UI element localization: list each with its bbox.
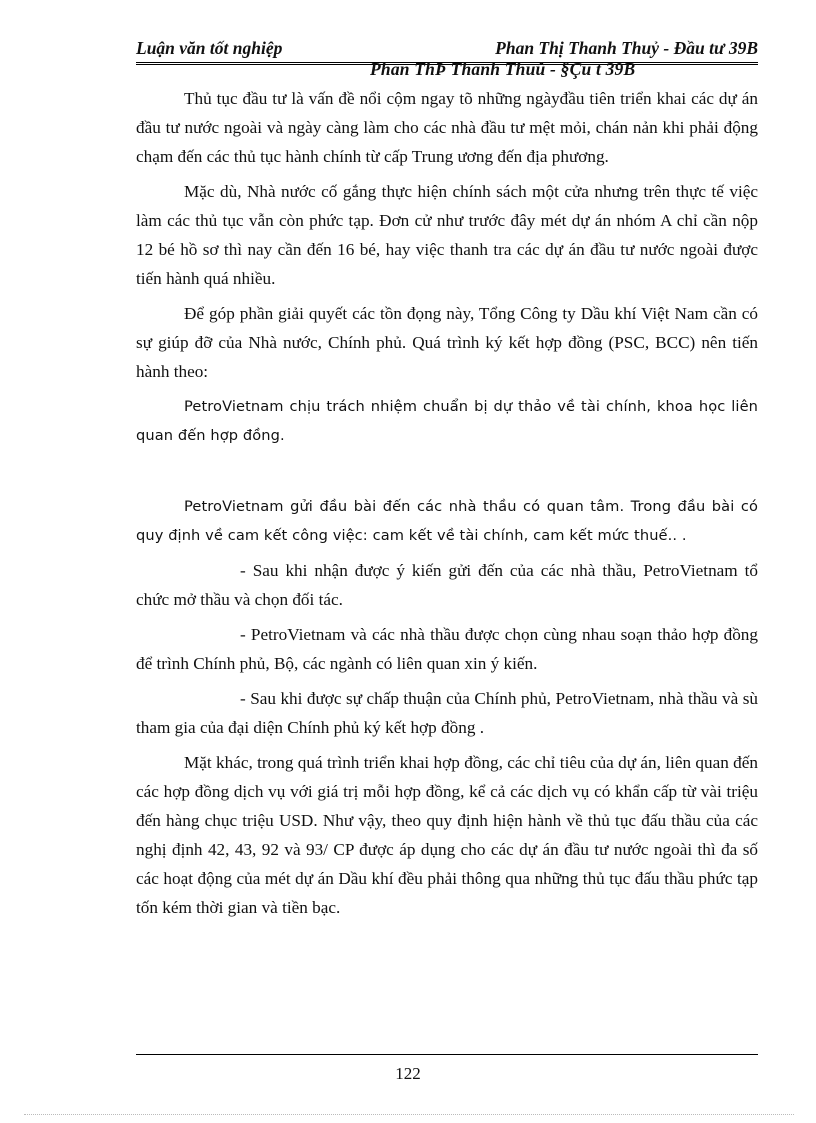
footer-divider [136, 1054, 758, 1055]
paragraph-4: PetroVietnam chịu trách nhiệm chuẩn bị dự thảo về tài chính, khoa học liên quan đến hợp đồng. [136, 398, 758, 444]
bullet-item-2: - PetroVietnam và các nhà thầu được chọn cùng nhau soạn thảo hợp đồng để trình Chính phủ, Bộ, các ngành có liên quan xin ý kiến. [136, 625, 758, 673]
page-bottom-dotted-line [24, 1114, 794, 1115]
paragraph-6: Mặt khác, trong quá trình triển khai hợp đồng, các chỉ tiêu của dự án, liên quan đến các hợp đồng dịch vụ với giá trị mỗi hợp đồng, kể cả các dịch vụ có khẩn cấp từ vài triệu đến hàng chục triệu USD. Như vậy, theo quy định hiện hành về thủ tục đấu thầu của các nghị định 42, 43, 92 và 93/ CP được áp dụng cho các dự án đầu tư nước ngoài thì đa số các hoạt động của mét dự án Dầu khí đều phải thông qua những thủ tục đấu thầu phức tạp tốn kém thời gian và tiền bạc. [136, 753, 758, 917]
header-garbled-overlay: Phan ThÞ Thanh Thuû - §Çu t 39B [370, 59, 636, 79]
bullet-item-1: - Sau khi nhận được ý kiến gửi đến của các nhà thầu, PetroVietnam tổ chức mở thầu và chọn đối tác. [136, 561, 758, 609]
paragraph-2: Mặc dù, Nhà nước cố gắng thực hiện chính sách một cửa nhưng trên thực tế việc làm các thủ tục vẫn còn phức tạp. Đơn cử như trước đây mét dự án nhóm A chỉ cần nộp 12 bé hồ sơ thì nay cần đến 16 bé, hay việc thanh tra các dự án đầu tư nước ngoài được tiến hành quá nhiều. [136, 182, 758, 288]
page-number: 122 [395, 1064, 421, 1083]
header-thesis-label: Luận văn tốt nghiệp [136, 38, 283, 58]
bullet-item-3: - Sau khi được sự chấp thuận của Chính phủ, PetroVietnam, nhà thầu và sù tham gia của đại diện Chính phủ ký kết hợp đồng . [136, 689, 758, 737]
header-author: Phan Thị Thanh Thuỷ - Đầu tư 39B [495, 38, 758, 58]
paragraph-5: PetroVietnam gửi đầu bài đến các nhà thầu có quan tâm. Trong đầu bài có quy định về cam kết công việc: cam kết về tài chính, cam kết mức thuế.. . [136, 498, 758, 544]
paragraph-3: Để góp phần giải quyết các tồn đọng này, Tổng Công ty Dầu khí Việt Nam cần có sự giúp đỡ của Nhà nước, Chính phủ. Quá trình ký kết hợp đồng (PSC, BCC) nên tiến hành theo: [136, 304, 758, 381]
paragraph-1: Thủ tục đầu tư là vấn đề nổi cộm ngay tõ những ngàyđầu tiên triển khai các dự án đầu tư nước ngoài và ngày càng làm cho các nhà đầu tư mệt mỏi, chán nản khi phải động chạm đến các thủ tục hành chính từ cấp Trung ương đến địa phương. [136, 89, 758, 166]
body-text [136, 84, 758, 928]
paragraph-gap [136, 456, 758, 492]
